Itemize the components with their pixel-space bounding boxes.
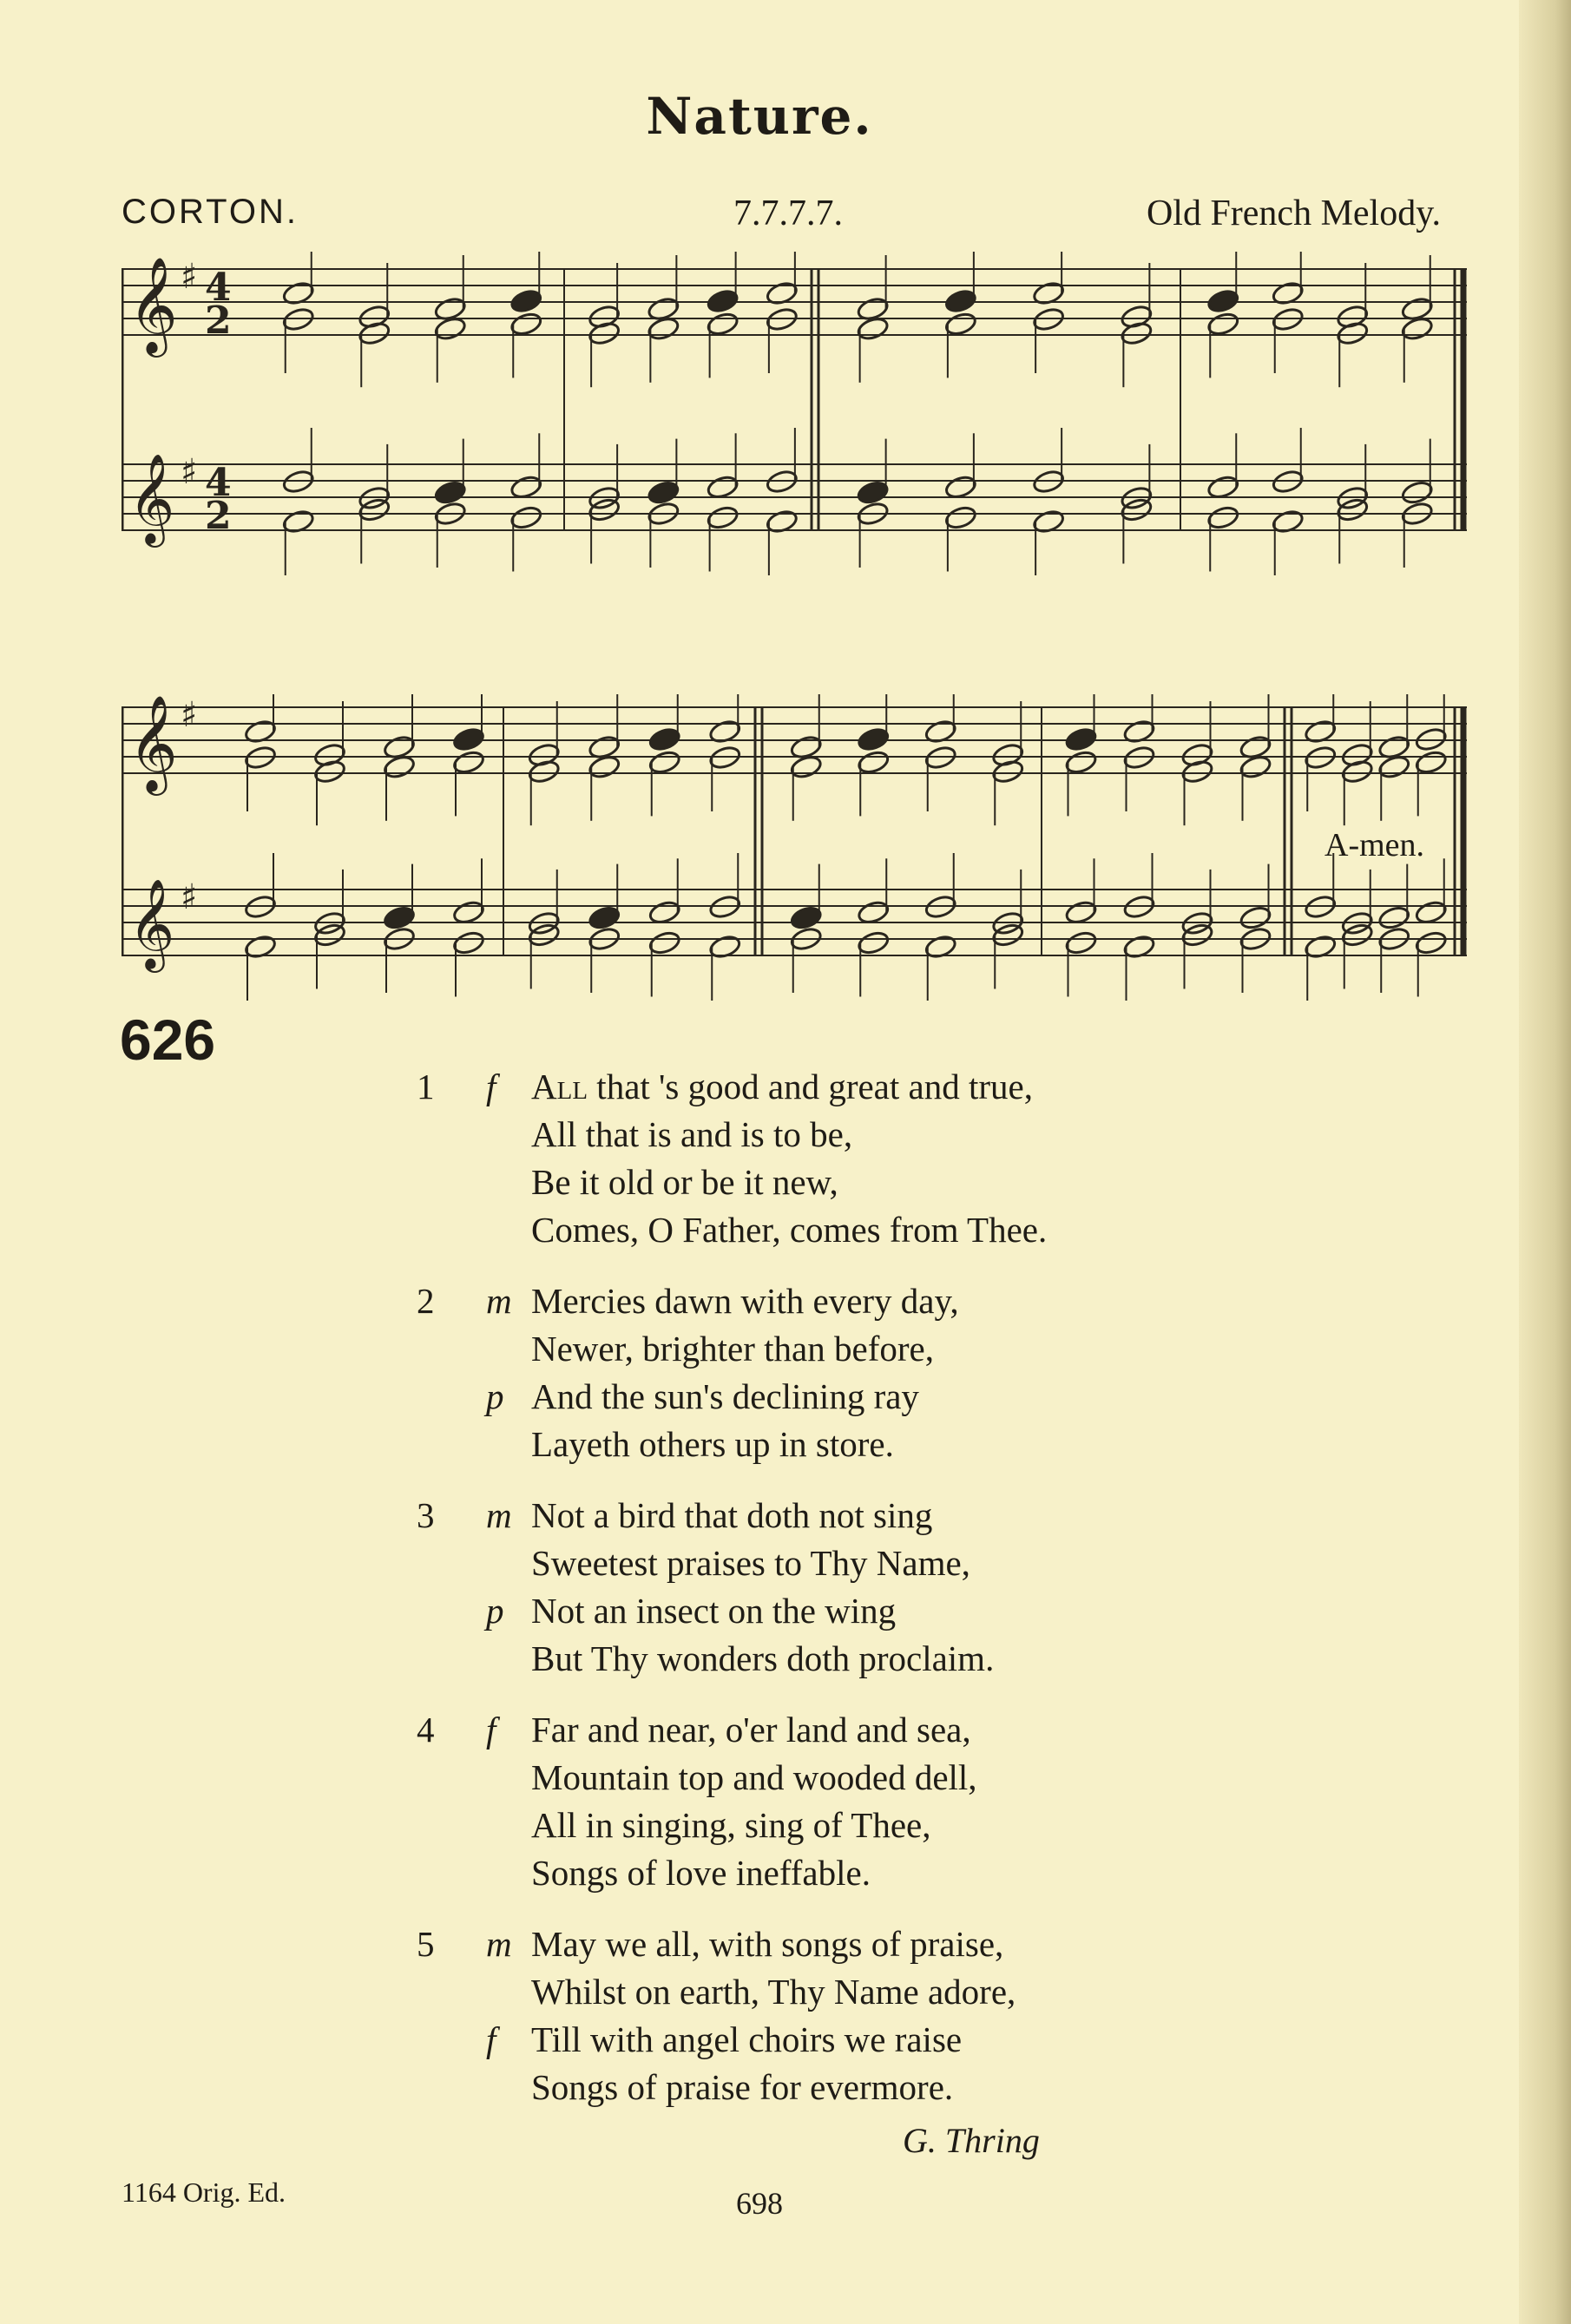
verse-line xyxy=(417,2064,1285,2111)
note-head xyxy=(1414,749,1448,775)
dynamic-marking: f xyxy=(486,1067,496,1106)
time-signature-top: 4 xyxy=(205,461,232,505)
note-head xyxy=(647,479,680,505)
verse-text: Whilst on earth, Thy Name adore, xyxy=(531,1972,1016,2012)
key-signature-sharp: ♯ xyxy=(181,452,198,492)
note-head xyxy=(1064,929,1098,955)
note-head xyxy=(1400,316,1434,342)
music-system-2 xyxy=(122,694,1467,1015)
tune-meter: 7.7.7.7. xyxy=(733,194,843,233)
note-head xyxy=(509,288,543,314)
verse-number: 4 xyxy=(417,1710,435,1750)
treble-clef: 𝄞 xyxy=(128,256,178,353)
verse-text: Layeth others up in store. xyxy=(531,1424,894,1464)
dynamic-marking: p xyxy=(486,1376,504,1416)
verse-text: Not an insect on the wing xyxy=(531,1591,897,1631)
verse xyxy=(417,1277,1285,1468)
tune-source: Old French Melody. xyxy=(1146,194,1441,233)
verse-line xyxy=(417,1277,1285,1325)
dynamic-marking: f xyxy=(486,2019,496,2059)
note-head xyxy=(383,904,417,930)
verse-text: Be it old or be it new, xyxy=(531,1162,838,1202)
verse-text: Not a bird that doth not sing xyxy=(531,1495,933,1535)
verse-line xyxy=(417,1802,1285,1849)
note-head xyxy=(943,311,977,337)
dynamic-marking: p xyxy=(486,1591,504,1631)
verse-line xyxy=(417,1063,1285,1111)
note-head xyxy=(433,479,467,505)
verse-text: All in singing, sing of Thee, xyxy=(531,1805,931,1845)
note-head xyxy=(1377,904,1411,930)
note-head xyxy=(1336,496,1370,522)
verse-line xyxy=(417,1111,1285,1159)
note-head xyxy=(856,316,890,342)
time-signature-bottom: 2 xyxy=(205,299,232,343)
note-head xyxy=(1400,479,1434,505)
verse-line xyxy=(417,1635,1285,1683)
verse-text: Songs of praise for evermore. xyxy=(531,2067,954,2107)
key-signature-sharp: ♯ xyxy=(181,695,198,735)
note-head xyxy=(991,922,1025,948)
note-head xyxy=(452,899,486,925)
verse-line xyxy=(417,1968,1285,2016)
verse-line xyxy=(417,1849,1285,1897)
time-signature-top: 4 xyxy=(205,266,232,310)
note-head xyxy=(1064,899,1098,925)
verse-text: Till with angel choirs we raise xyxy=(531,2019,963,2059)
note-head xyxy=(509,474,543,500)
note-head xyxy=(706,474,739,500)
time-signature-bottom: 2 xyxy=(205,494,232,538)
note-head xyxy=(857,929,891,955)
note-head xyxy=(647,316,680,342)
hymn-number: 626 xyxy=(120,1008,216,1072)
note-head xyxy=(588,496,621,522)
verse-line xyxy=(417,1373,1285,1421)
note-head xyxy=(1414,899,1448,925)
dynamic-marking: m xyxy=(486,1924,512,1964)
verse xyxy=(417,1920,1285,2111)
note-head xyxy=(358,496,391,522)
music-system-1 xyxy=(122,252,1467,599)
section-title: Nature. xyxy=(646,87,873,146)
note-head xyxy=(452,749,486,775)
edition-note: 1164 Orig. Ed. xyxy=(122,2176,286,2208)
key-signature-sharp: ♯ xyxy=(181,257,198,297)
verse-line xyxy=(417,1754,1285,1802)
verse xyxy=(417,1706,1285,1897)
verse-line xyxy=(417,1706,1285,1754)
verse-line xyxy=(417,1159,1285,1206)
note-head xyxy=(452,929,486,955)
note-head xyxy=(943,474,977,500)
hymn-verses xyxy=(417,1063,1285,2135)
verse-number: 2 xyxy=(417,1281,435,1321)
note-head xyxy=(1064,726,1098,752)
note-head xyxy=(588,754,621,780)
note-head xyxy=(706,288,739,314)
note-head xyxy=(789,754,823,780)
note-head xyxy=(1239,754,1272,780)
verse-number: 5 xyxy=(417,1924,435,1964)
note-head xyxy=(857,899,891,925)
verse-number: 3 xyxy=(417,1495,435,1535)
note-head xyxy=(1206,474,1240,500)
note-head xyxy=(1206,504,1240,530)
verse-line xyxy=(417,1539,1285,1587)
note-head xyxy=(509,311,543,337)
note-head xyxy=(383,754,417,780)
note-head xyxy=(857,726,891,752)
note-head xyxy=(588,904,621,930)
note-head xyxy=(706,504,739,530)
note-head xyxy=(452,726,486,752)
note-head xyxy=(857,749,891,775)
note-head xyxy=(943,288,977,314)
verse-line xyxy=(417,1206,1285,1254)
note-head xyxy=(647,899,681,925)
music-score-2 xyxy=(122,694,1467,1015)
verse-text: May we all, with songs of praise, xyxy=(531,1924,1004,1964)
note-head xyxy=(1064,749,1098,775)
note-head xyxy=(433,316,467,342)
verse-text: Far and near, o'er land and sea, xyxy=(531,1710,971,1750)
verse-line xyxy=(417,1325,1285,1373)
verse-line xyxy=(417,2016,1285,2064)
note-head xyxy=(856,479,890,505)
verse-text: that 's good and great and true, xyxy=(588,1067,1033,1106)
verse-line xyxy=(417,1920,1285,1968)
tune-name: CORTON. xyxy=(122,193,299,231)
verse-number: 1 xyxy=(417,1067,435,1106)
treble-clef: 𝄞 xyxy=(128,453,175,544)
note-head xyxy=(313,922,347,948)
verse-first-word: All xyxy=(531,1067,588,1106)
note-head xyxy=(1340,922,1374,948)
dynamic-marking: f xyxy=(486,1710,496,1750)
amen-label: A-men. xyxy=(1325,827,1425,863)
note-head xyxy=(706,311,739,337)
author: G. Thring xyxy=(903,2121,1040,2160)
verse-text: Mercies dawn with every day, xyxy=(531,1281,959,1321)
note-head xyxy=(647,929,681,955)
verse xyxy=(417,1492,1285,1683)
note-head xyxy=(647,749,681,775)
verse-text: Songs of love ineffable. xyxy=(531,1853,871,1893)
key-signature-sharp: ♯ xyxy=(181,877,198,917)
note-head xyxy=(1180,922,1214,948)
note-head xyxy=(647,726,681,752)
verse-text: And the sun's declining ray xyxy=(531,1376,919,1416)
note-head xyxy=(1239,904,1272,930)
note-head xyxy=(1206,288,1240,314)
verse-line xyxy=(417,1587,1285,1635)
verse-text: All that is and is to be, xyxy=(531,1114,853,1154)
verse xyxy=(417,1063,1285,1254)
note-head xyxy=(1120,496,1154,522)
treble-clef: 𝄞 xyxy=(128,694,178,791)
dynamic-marking: m xyxy=(486,1281,512,1321)
note-head xyxy=(527,922,561,948)
page-edge xyxy=(1519,0,1571,2324)
treble-clef: 𝄞 xyxy=(128,878,175,969)
verse-line xyxy=(417,1421,1285,1468)
note-head xyxy=(509,504,543,530)
music-score-1 xyxy=(122,252,1467,599)
dynamic-marking: m xyxy=(486,1495,512,1535)
verse-text: Comes, O Father, comes from Thee. xyxy=(531,1210,1048,1250)
note-head xyxy=(943,504,977,530)
note-head xyxy=(789,904,823,930)
page-number: 698 xyxy=(736,2186,783,2221)
verse-text: Newer, brighter than before, xyxy=(531,1329,934,1369)
verse-text: Mountain top and wooded dell, xyxy=(531,1757,977,1797)
note-head xyxy=(1206,311,1240,337)
note-head xyxy=(1377,754,1411,780)
verse-text: Sweetest praises to Thy Name, xyxy=(531,1543,970,1583)
verse-line xyxy=(417,1492,1285,1539)
note-head xyxy=(1414,929,1448,955)
verse-text: But Thy wonders doth proclaim. xyxy=(531,1638,995,1678)
